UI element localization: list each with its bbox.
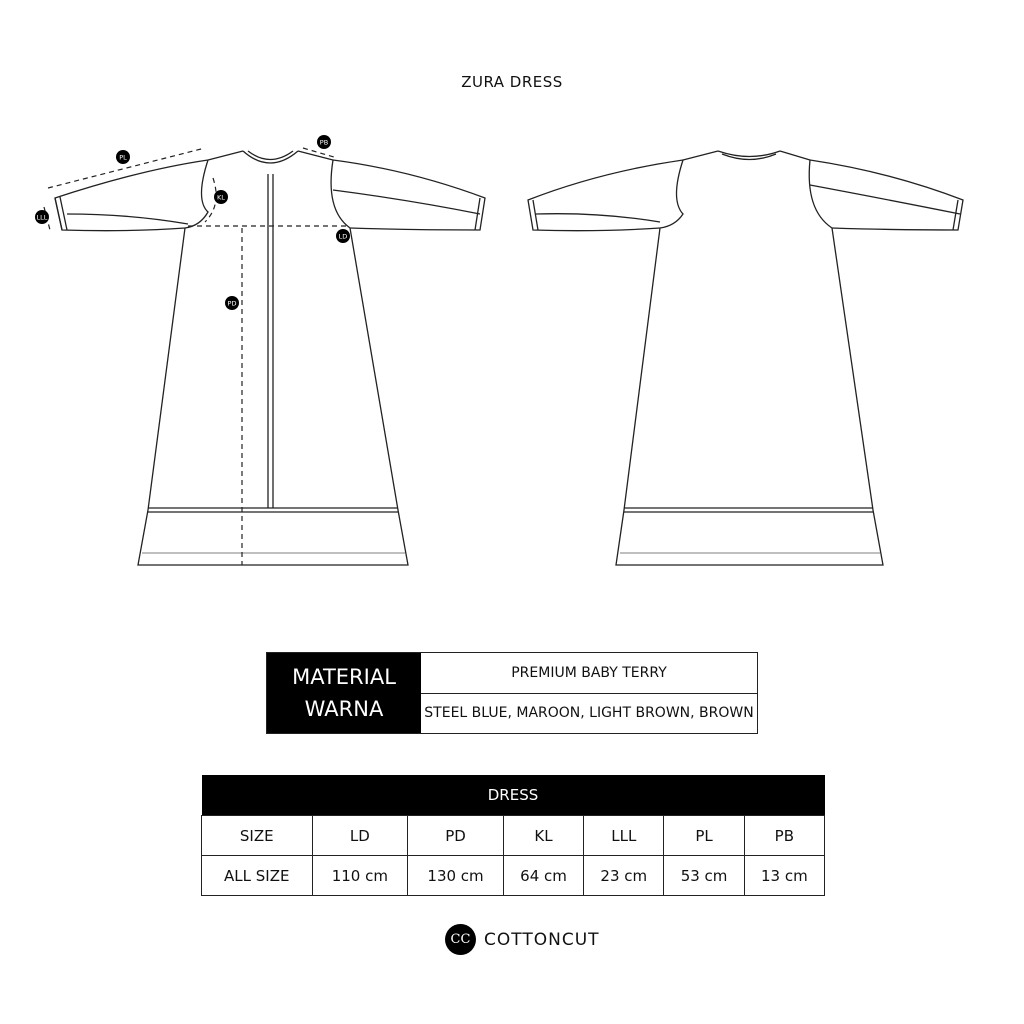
table-cell: 110 cm bbox=[312, 856, 408, 896]
brand-name: COTTONCUT bbox=[484, 929, 600, 950]
column-header: KL bbox=[503, 816, 583, 856]
table-header-row bbox=[202, 816, 825, 856]
table-cell: 64 cm bbox=[503, 856, 583, 896]
pl-label: PL bbox=[119, 153, 127, 162]
table-cell: ALL SIZE bbox=[202, 856, 313, 896]
lll-label: LLL bbox=[36, 213, 48, 222]
page-title: ZURA DRESS bbox=[461, 73, 563, 91]
measurement-lines bbox=[44, 148, 350, 565]
table-cell: 23 cm bbox=[584, 856, 664, 896]
material-table-header bbox=[267, 653, 421, 733]
column-header: SIZE bbox=[202, 816, 313, 856]
table-cell: 130 cm bbox=[408, 856, 504, 896]
kl-label: KL bbox=[217, 193, 225, 202]
dress-front-view bbox=[55, 151, 485, 565]
ld-label: LD bbox=[338, 232, 348, 241]
measurement-labels bbox=[35, 135, 350, 310]
cottoncut-logo-icon: CC bbox=[445, 924, 476, 955]
dress-back-view bbox=[528, 151, 963, 565]
warna-value: STEEL BLUE, MAROON, LIGHT BROWN, BROWN bbox=[421, 693, 757, 734]
table-cell: 13 cm bbox=[744, 856, 824, 896]
table-row bbox=[202, 856, 825, 896]
pb-label: PB bbox=[319, 138, 329, 147]
warna-label: WARNA bbox=[304, 697, 384, 721]
table-cell: 53 cm bbox=[664, 856, 744, 896]
size-table-header: DRESS bbox=[202, 775, 825, 816]
column-header: PB bbox=[744, 816, 824, 856]
size-table bbox=[201, 775, 825, 896]
column-header: LLL bbox=[584, 816, 664, 856]
column-header: PD bbox=[408, 816, 504, 856]
material-table bbox=[266, 652, 758, 734]
brand-logo bbox=[445, 924, 600, 955]
column-header: PL bbox=[664, 816, 744, 856]
column-header: LD bbox=[312, 816, 408, 856]
material-value: PREMIUM BABY TERRY bbox=[511, 664, 667, 681]
pd-label: PD bbox=[227, 299, 237, 308]
material-label: MATERIAL bbox=[292, 665, 396, 689]
